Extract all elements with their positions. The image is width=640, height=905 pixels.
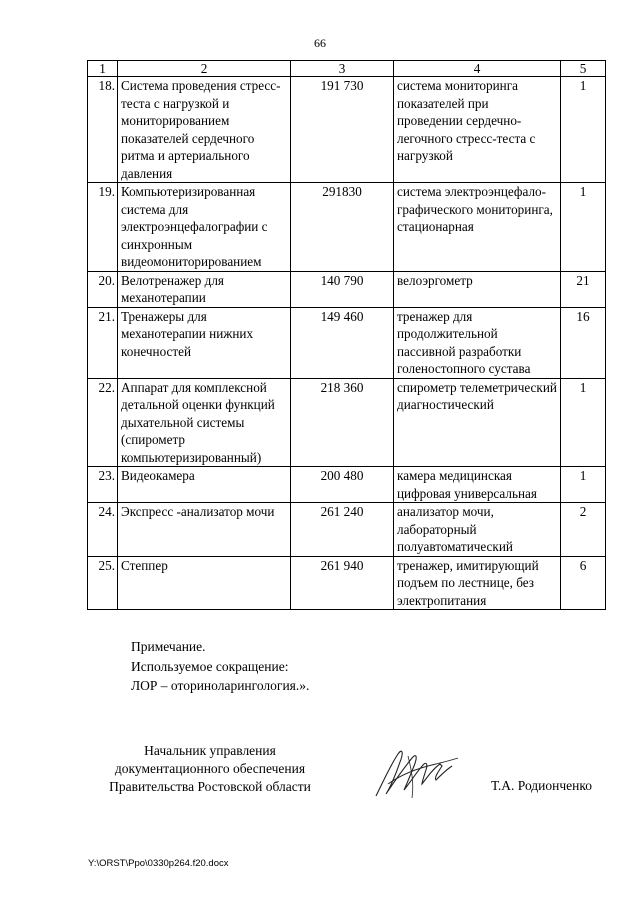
header-col-2: 2 [118, 61, 291, 77]
equipment-name: Степпер [118, 556, 291, 610]
equipment-type: система электроэнцефало-графического мониторинга, стационарная [394, 183, 561, 272]
file-path: Y:\ORST\Ppo\0330p264.f20.docx [88, 858, 229, 869]
equipment-name: Экспресс -анализатор мочи [118, 503, 291, 557]
equipment-name: Велотренажер для механотерапии [118, 271, 291, 307]
equipment-type: тренажер, имитирующий подъем по лестнице, без электропитания [394, 556, 561, 610]
note-abbrev-text: ЛОР – оториноларингология.». [131, 678, 310, 693]
header-col-4: 4 [394, 61, 561, 77]
price: 140 790 [291, 271, 394, 307]
quantity: 1 [561, 183, 606, 272]
note-block [131, 637, 309, 696]
price: 261 940 [291, 556, 394, 610]
equipment-type: камера медицинская цифровая универсальная [394, 467, 561, 503]
equipment-name: Тренажеры для механотерапии нижних конечностей [118, 307, 291, 378]
equipment-name: Видеокамера [118, 467, 291, 503]
equipment-type: тренажер для продолжительной пассивной разработки голеностопного сустава [394, 307, 561, 378]
equipment-type: система мониторинга показателей при проведении сердечно-легочного стресс-теста с нагрузкой [394, 77, 561, 183]
equipment-type: анализатор мочи, лабораторный полуавтоматический [394, 503, 561, 557]
table-row [88, 556, 606, 610]
quantity: 1 [561, 378, 606, 467]
quantity: 1 [561, 77, 606, 183]
quantity: 1 [561, 467, 606, 503]
header-col-5: 5 [561, 61, 606, 77]
row-number: 23. [88, 467, 118, 503]
quantity: 2 [561, 503, 606, 557]
note-heading: Примечание. [131, 639, 206, 654]
signer-position [88, 742, 332, 796]
handwritten-signature [368, 744, 463, 804]
row-number: 24. [88, 503, 118, 557]
signer-name: Т.А. Родионченко [491, 778, 592, 793]
row-number: 20. [88, 271, 118, 307]
table-row [88, 183, 606, 272]
price: 200 480 [291, 467, 394, 503]
quantity: 16 [561, 307, 606, 378]
equipment-type: велоэргометр [394, 271, 561, 307]
row-number: 22. [88, 378, 118, 467]
price: 291830 [291, 183, 394, 272]
header-col-3: 3 [291, 61, 394, 77]
equipment-name: Аппарат для комплексной детальной оценки функций дыхательной системы (спирометр компьютеризированный) [118, 378, 291, 467]
table-row [88, 271, 606, 307]
quantity: 21 [561, 271, 606, 307]
signer-title-line: Правительства Ростовской области [109, 779, 311, 794]
table-row [88, 503, 606, 557]
note-abbrev-label: Используемое сокращение: [131, 658, 289, 674]
row-number: 25. [88, 556, 118, 610]
quantity: 6 [561, 556, 606, 610]
equipment-table [87, 60, 606, 610]
table-header-row [88, 61, 606, 77]
header-col-1: 1 [88, 61, 118, 77]
equipment-type: спирометр телеметрический диагностический [394, 378, 561, 467]
equipment-name: Компьютеризированная система для электроэнцефалографии с синхронным видеомониторированием [118, 183, 291, 272]
row-number: 21. [88, 307, 118, 378]
table-row [88, 307, 606, 378]
row-number: 18. [88, 77, 118, 183]
row-number: 19. [88, 183, 118, 272]
table-row [88, 77, 606, 183]
table-row [88, 378, 606, 467]
price: 191 730 [291, 77, 394, 183]
page-number: 66 [314, 36, 326, 50]
signer-title-line: документационного обеспечения [114, 761, 306, 776]
price: 149 460 [291, 307, 394, 378]
price: 218 360 [291, 378, 394, 467]
signer-title-line: Начальник управления [144, 743, 276, 758]
price: 261 240 [291, 503, 394, 557]
table-row [88, 467, 606, 503]
equipment-name: Система проведения стресс-теста с нагрузкой и мониторированием показателей сердечного ритма и артериального давления [118, 77, 291, 183]
